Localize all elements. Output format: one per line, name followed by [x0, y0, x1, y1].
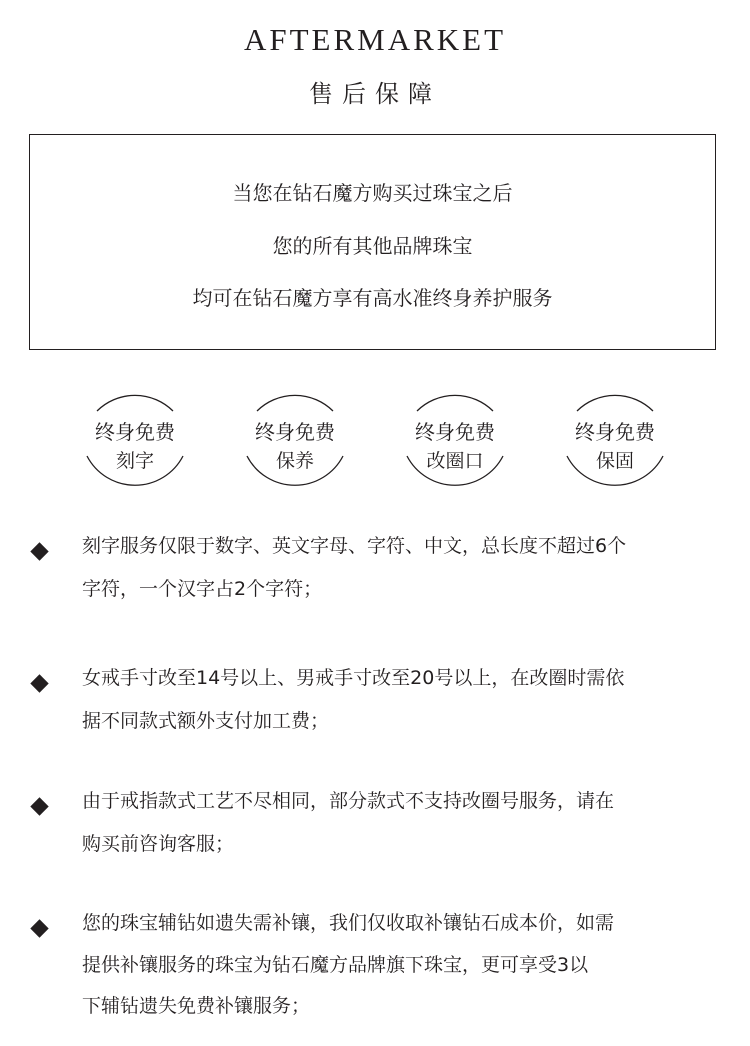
list-item-line: 您的珠宝辅钻如遗失需补镶，我们仅收取补镶钻石成本价，如需 [82, 912, 615, 934]
diamond-bullet-icon [30, 919, 48, 937]
badge-resize [400, 386, 510, 496]
badge-subtitle: 刻字 [115, 450, 154, 472]
badge-warranty [560, 386, 670, 496]
page-title-cn: 售后保障 [309, 80, 441, 108]
diamond-bullet-icon [30, 674, 48, 692]
intro-line-1: 当您在钻石魔方购买过珠宝之后 [232, 181, 513, 205]
diamond-bullet-icon [30, 542, 48, 560]
list-item-line: 由于戒指款式工艺不尽相同，部分款式不支持改圈号服务，请在 [82, 790, 615, 812]
list-item-line: 据不同款式额外支付加工费； [82, 710, 330, 732]
list-item-line: 购买前咨询客服； [82, 833, 235, 855]
badge-engraving [80, 386, 190, 496]
badge-title: 终身免费 [255, 420, 335, 444]
list-item-line: 字符，一个汉字占2个字符； [82, 578, 323, 600]
badge-maintenance [240, 386, 350, 496]
intro-line-3: 均可在钻石魔方享有高水准终身养护服务 [192, 286, 553, 310]
list-item-line: 刻字服务仅限于数字、英文字母、字符、中文，总长度不超过6个 [82, 535, 627, 557]
badge-subtitle: 保固 [595, 450, 634, 472]
page-title-en: AFTERMARKET [243, 22, 507, 57]
list-item-line: 下辅钻遗失免费补镶服务； [82, 995, 311, 1017]
badge-title: 终身免费 [575, 420, 655, 444]
badge-title: 终身免费 [415, 420, 495, 444]
list-item-line: 女戒手寸改至14号以上、男戒手寸改至20号以上，在改圈时需依 [82, 667, 625, 689]
badge-subtitle: 改圈口 [426, 450, 484, 472]
badge-subtitle: 保养 [275, 450, 314, 472]
intro-line-2: 您的所有其他品牌珠宝 [272, 234, 473, 258]
diamond-bullet-icon [30, 797, 48, 815]
list-item-line: 提供补镶服务的珠宝为钻石魔方品牌旗下珠宝，更可享受3以 [82, 954, 589, 976]
badge-title: 终身免费 [95, 420, 175, 444]
intro-box [29, 134, 716, 350]
